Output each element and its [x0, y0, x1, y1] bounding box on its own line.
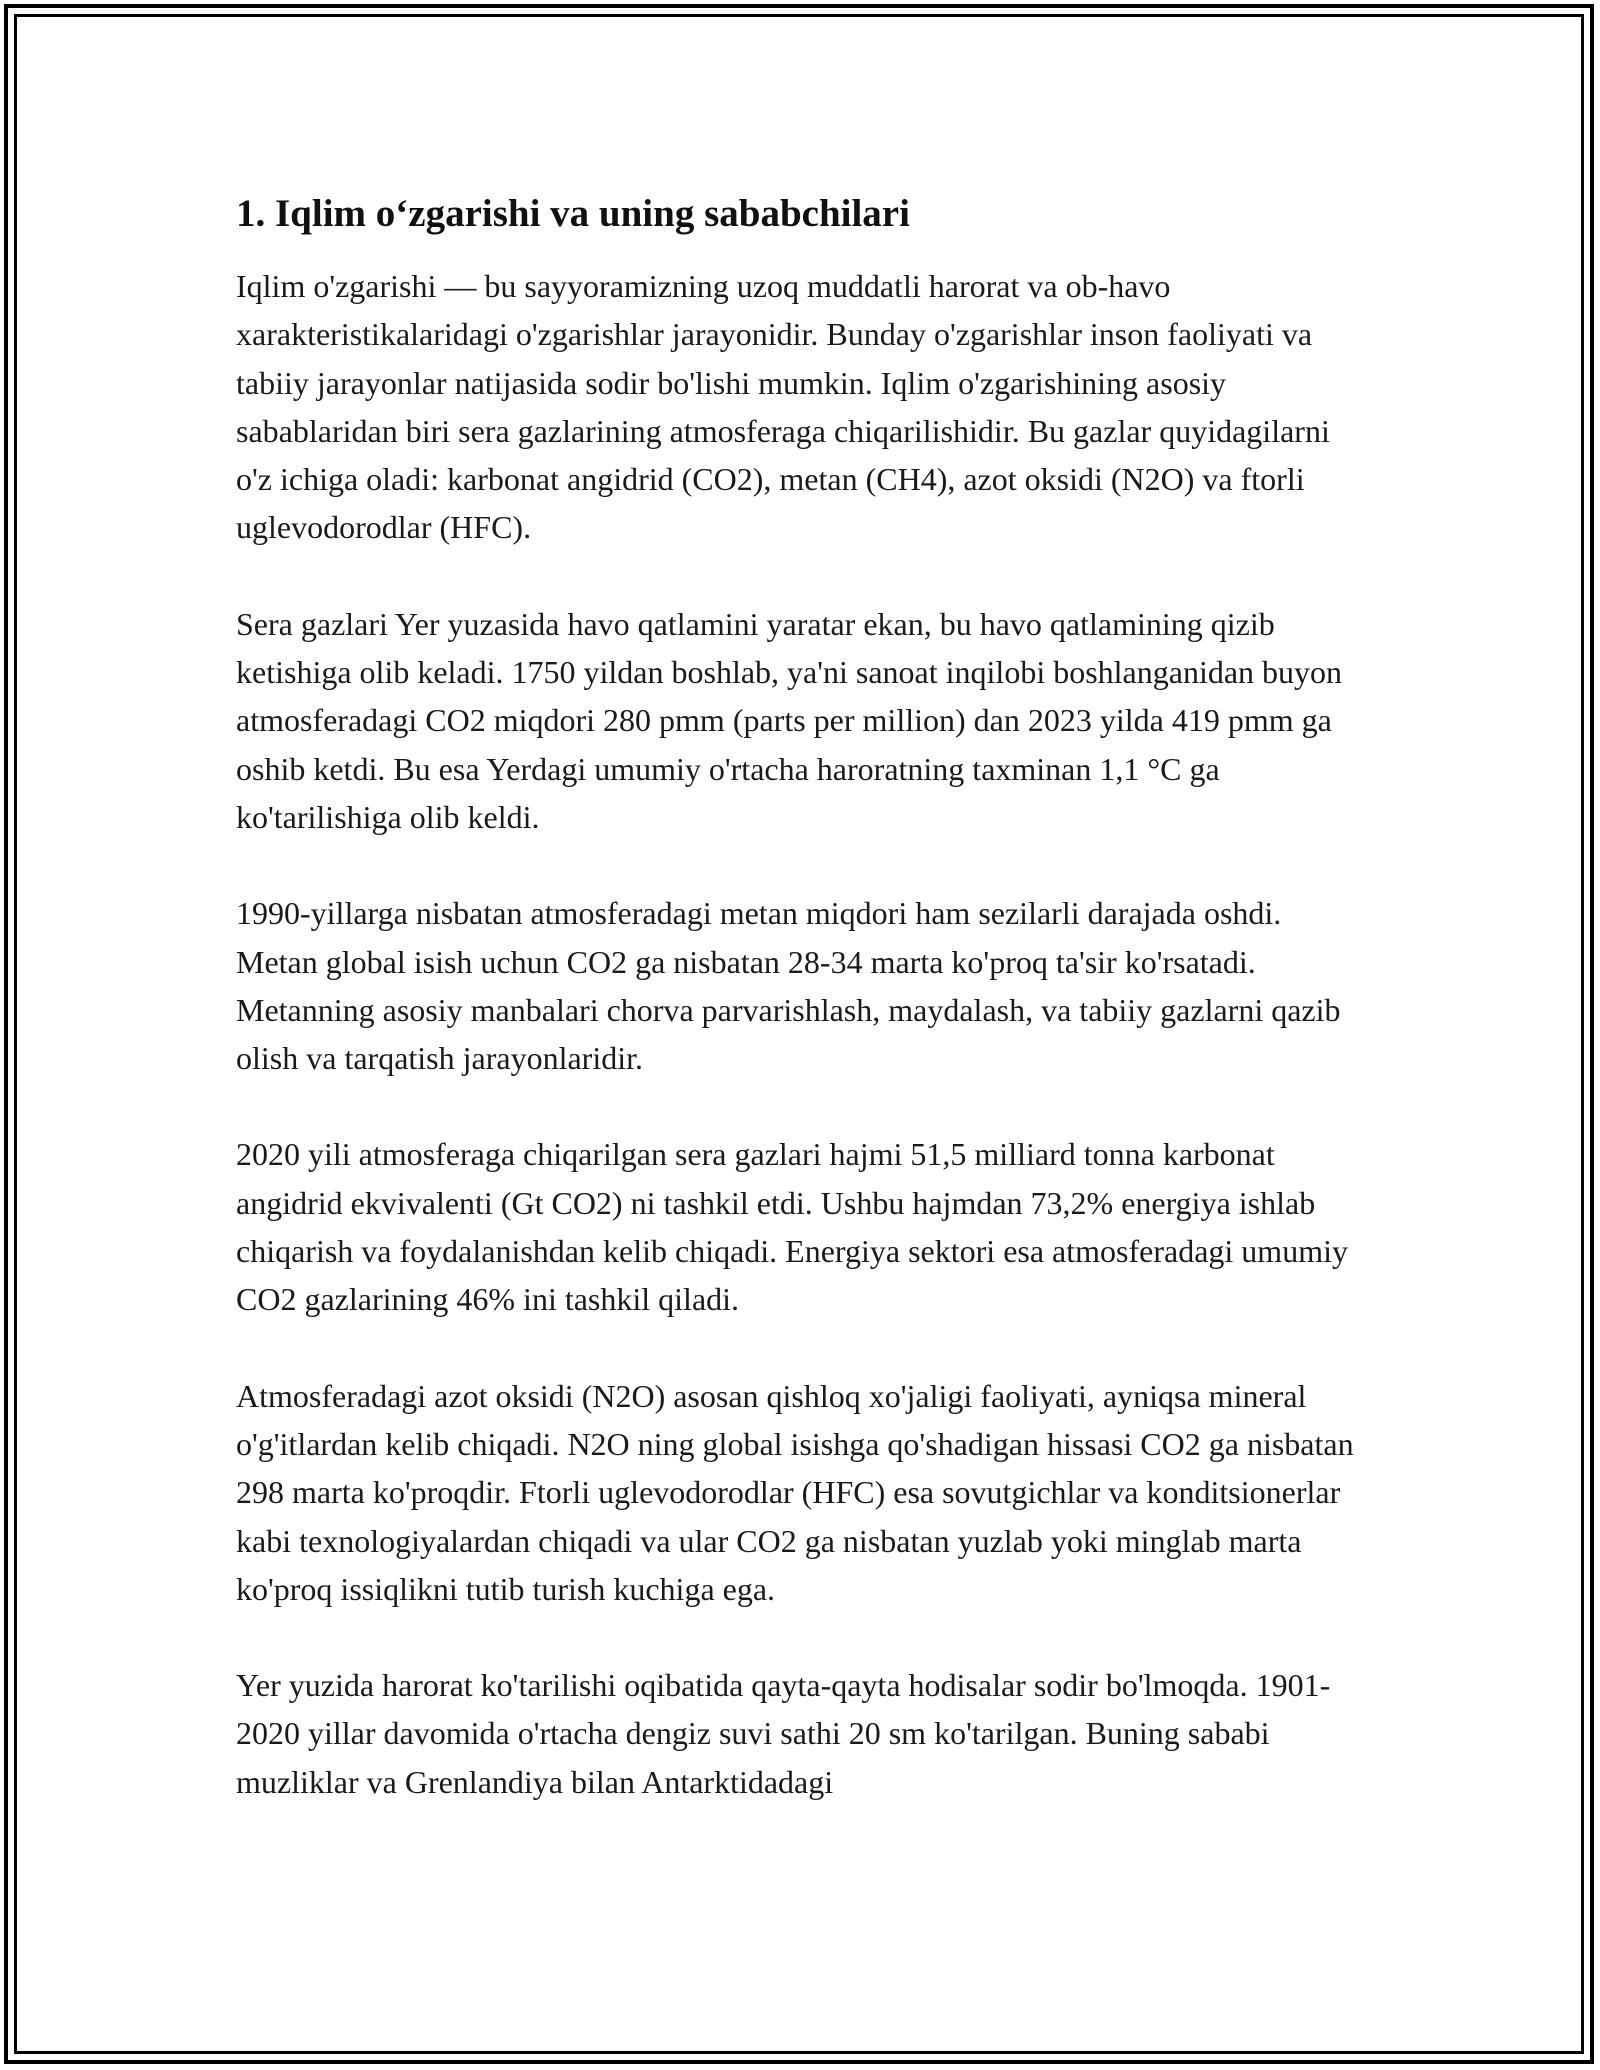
- document-body: [236, 190, 1366, 1854]
- paragraph-6: Yer yuzida harorat ko'tarilishi oqibatida qayta-qayta hodisalar sodir bo'lmoqda. 1901-2020 yillar davomida o'rtacha dengiz suvi sathi 20 sm ko'tarilgan. Buning sababi muzliklar va Grenlandiya bilan Antarktidadagi: [236, 1667, 1331, 1800]
- paragraph-1: Iqlim o'zgarishi — bu sayyoramizning uzoq muddatli harorat va ob-havo xarakteristikalaridagi o'zgarishlar jarayonidir. Bunday o'zgarishlar inson faoliyati va tabiiy jarayonlar natijasida sodir bo'lishi mumkin. Iqlim o'zgarishining asosiy sabablaridan biri sera gazlarining atmosferaga chiqarilishidir. Bu gazlar quyidagilarni o'z ichiga oladi: karbonat angidrid (CO2), metan (CH4), azot oksidi (N2O) va ftorli uglevodorodlar (HFC).: [236, 268, 1330, 546]
- paragraph-2: Sera gazlari Yer yuzasida havo qatlamini yaratar ekan, bu havo qatlamining qizib ketishiga olib keladi. 1750 yildan boshlab, ya'ni sanoat inqilobi boshlanganidan buyon atmosferadagi CO2 miqdori 280 pmm (parts per million) dan 2023 yilda 419 pmm ga oshib ketdi. Bu esa Yerdagi umumiy o'rtacha haroratning taxminan 1,1 °C ga ko'tarilishiga olib keldi.: [236, 605, 1343, 835]
- paragraph-3: 1990-yillarga nisbatan atmosferadagi metan miqdori ham sezilarli darajada oshdi. Metan global isish uchun CO2 ga nisbatan 28-34 marta ko'proq ta'sir ko'rsatadi. Metanning asosiy manbalari chorva parvarishlash, maydalash, va tabiiy gazlarni qazib olish va tarqatish jarayonlaridir.: [236, 895, 1341, 1077]
- paragraph-4: 2020 yili atmosferaga chiqarilgan sera gazlari hajmi 51,5 milliard tonna karbonat angidrid ekvivalenti (Gt CO2) ni tashkil etdi. Ushbu hajmdan 73,2% energiya ishlab chiqarish va foydalanishdan kelib chiqadi. Energiya sektori esa atmosferadagi umumiy CO2 gazlarining 46% ini tashkil qiladi.: [236, 1136, 1348, 1318]
- section-heading: 1. Iqlim o‘zgarishi va uning sababchilari: [236, 192, 910, 235]
- paragraph-5: Atmosferadagi azot oksidi (N2O) asosan qishloq xo'jaligi faoliyati, ayniqsa mineral o'g'itlardan kelib chiqadi. N2O ning global isishga qo'shadigan hissasi CO2 ga nisbatan 298 marta ko'proqdir. Ftorli uglevodorodlar (HFC) esa sovutgichlar va konditsionerlar kabi texnologiyalardan chiqadi va ular CO2 ga nisbatan yuzlab yoki minglab marta ko'proq issiqlikni tutib turish kuchiga ega.: [236, 1377, 1354, 1607]
